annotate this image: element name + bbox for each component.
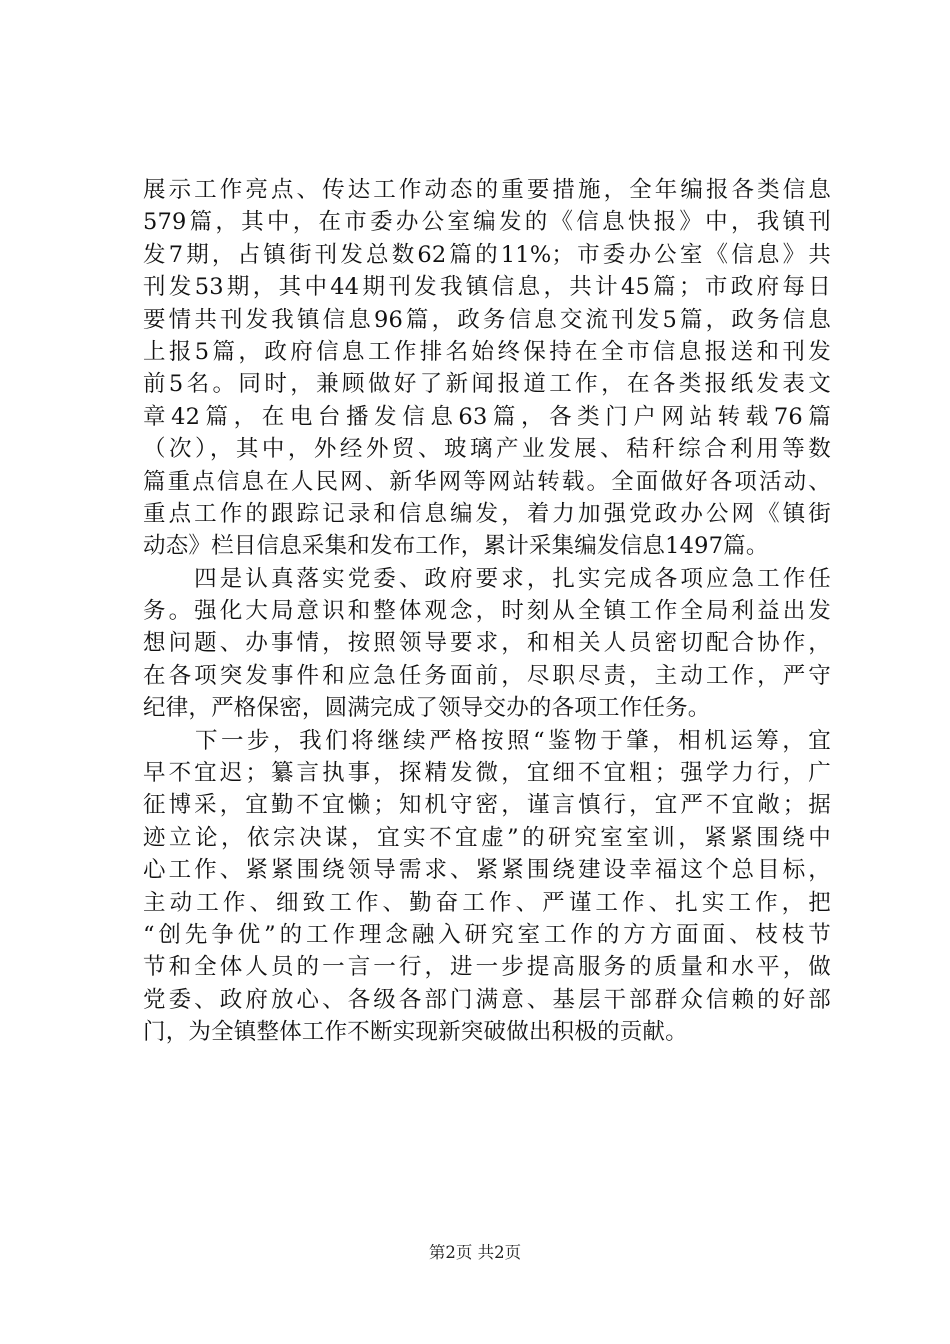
text-line: 想问题、办事情，按照领导要求，和相关人员密切配合协作， bbox=[143, 630, 831, 657]
text-line: 迹立论，依宗决谋，宜实不宜虚”的研究室室训，紧紧围绕中 bbox=[143, 824, 831, 851]
page-number-footer: 第2页 共2页 bbox=[428, 1243, 522, 1262]
paragraph-3 bbox=[143, 725, 831, 1049]
text-line: 下一步，我们将继续严格按照“鉴物于肇，相机运筹，宜 bbox=[143, 727, 831, 754]
text-line: 心工作、紧紧围绕领导需求、紧紧围绕建设幸福这个总目标， bbox=[143, 857, 831, 884]
text-line: 章42篇，在电台播发信息63篇，各类门户网站转载76篇 bbox=[143, 403, 831, 430]
text-line: 四是认真落实党委、政府要求，扎实完成各项应急工作任 bbox=[143, 565, 831, 592]
text-line: 征博采，宜勤不宜懒；知机守密，谨言慎行，宜严不宜敞；据 bbox=[143, 792, 831, 819]
text-line: 主动工作、细致工作、勤奋工作、严谨工作、扎实工作，把 bbox=[143, 889, 831, 916]
text-line: 发7期，占镇街刊发总数62篇的11%；市委办公室《信息》共 bbox=[143, 241, 831, 268]
text-line: 上报5篇，政府信息工作排名始终保持在全市信息报送和刊发 bbox=[143, 338, 831, 365]
text-line: 刊发53期，其中44期刊发我镇信息，共计45篇；市政府每日 bbox=[143, 274, 831, 301]
text-line: （次），其中，外经外贸、玻璃产业发展、秸秆综合利用等数 bbox=[143, 436, 831, 463]
text-line: 在各项突发事件和应急任务面前，尽职尽责，主动工作，严守 bbox=[143, 662, 831, 689]
paragraph-1 bbox=[143, 174, 831, 563]
text-line: 动态》栏目信息采集和发布工作，累计采集编发信息1497篇。 bbox=[143, 533, 769, 560]
text-line: 重点工作的跟踪记录和信息编发，着力加强党政办公网《镇街 bbox=[143, 500, 831, 527]
text-line: 门，为全镇整体工作不断实现新突破做出积极的贡献。 bbox=[143, 1019, 688, 1046]
text-line: 要情共刊发我镇信息96篇，政务信息交流刊发5篇，政务信息 bbox=[143, 306, 831, 333]
text-line: 纪律，严格保密，圆满完成了领导交办的各项工作任务。 bbox=[143, 695, 711, 722]
text-line: 前5名。同时，兼顾做好了新闻报道工作，在各类报纸发表文 bbox=[143, 371, 831, 398]
text-line: 节和全体人员的一言一行，进一步提高服务的质量和水平，做 bbox=[143, 954, 831, 981]
text-line: 党委、政府放心、各级各部门满意、基层干部群众信赖的好部 bbox=[143, 986, 831, 1013]
text-line: 展示工作亮点、传达工作动态的重要措施，全年编报各类信息 bbox=[143, 177, 831, 203]
text-line: 务。强化大局意识和整体观念，时刻从全镇工作全局利益出发 bbox=[143, 598, 831, 625]
text-line: 579篇，其中，在市委办公室编发的《信息快报》中，我镇刊 bbox=[143, 209, 831, 236]
paragraph-2 bbox=[143, 563, 831, 725]
document-body bbox=[143, 174, 831, 1049]
text-line: 篇重点信息在人民网、新华网等网站转载。全面做好各项活动、 bbox=[143, 468, 831, 495]
text-line: 早不宜迟；纂言执事，探精发微，宜细不宜粗；强学力行，广 bbox=[143, 760, 831, 787]
text-line: “创先争优”的工作理念融入研究室工作的方方面面、枝枝节 bbox=[143, 921, 831, 948]
